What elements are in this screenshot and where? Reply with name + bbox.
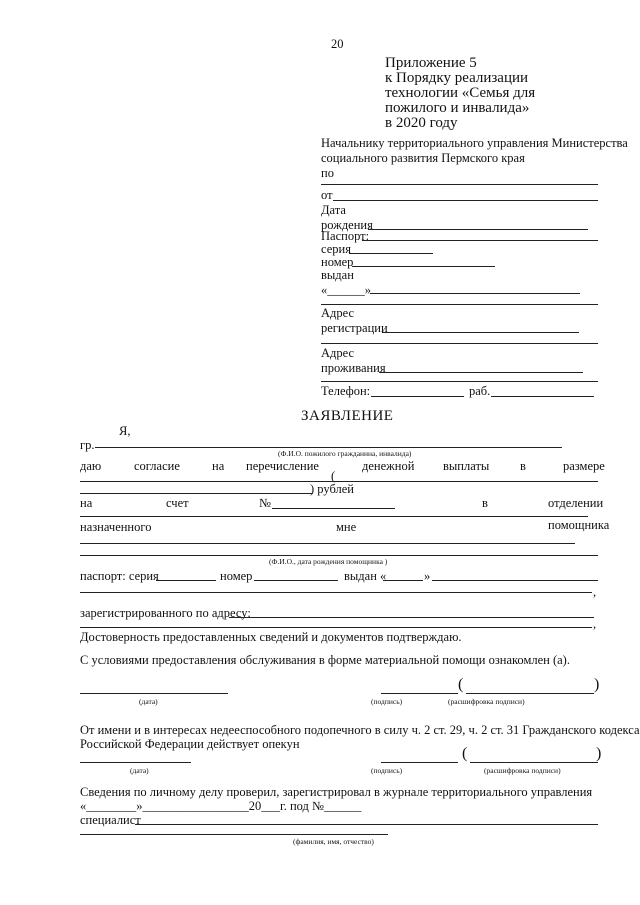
reg-address-label: зарегистрированного по адресу: [80, 606, 251, 620]
birth-date-label-1: Дата [321, 203, 346, 217]
helper-issued-close: » [424, 569, 431, 583]
series-label: серия [321, 242, 351, 256]
row2-word-1: на [80, 496, 93, 510]
sig2-sign-caption: (подпись) [371, 766, 403, 775]
bank-branch-field[interactable] [80, 516, 588, 517]
sig2-open-paren: ( [462, 745, 468, 762]
res-address-label-2: проживания [321, 361, 386, 375]
gr-label: гр. [80, 438, 95, 452]
sig1-sign-field[interactable] [381, 693, 458, 694]
helper-number-field[interactable] [254, 580, 338, 581]
reliability-text: Достоверность предоставленных сведений и документов подтверждаю. [80, 630, 462, 644]
issued-date-field[interactable]: «______» [321, 283, 371, 297]
row2-word-4: в [482, 496, 488, 510]
conditions-text: С условиями предоставления обслуживания в форме материальной помощи ознакомлен (а). [80, 653, 570, 667]
helper-reg-address-field[interactable] [229, 617, 594, 618]
guardian-text-2: Российской Федерации действует опекун [80, 737, 300, 751]
row2-word-2: счет [166, 496, 189, 510]
amount-words-field[interactable] [80, 493, 312, 494]
sig1-open-paren: ( [458, 676, 464, 693]
addressee-po-line [321, 184, 598, 185]
res-address-field-2[interactable] [321, 381, 598, 382]
helper-fio-field-2[interactable] [80, 555, 598, 556]
sig2-date-caption: (дата) [130, 766, 149, 775]
guardian-text-1: От имени и в интересах недееспособного подопечного в силу ч. 2 ст. 29, ч. 2 ст. 31 Гражданского кодекса [80, 723, 640, 737]
res-address-label-1: Адрес [321, 346, 355, 360]
issued-by-field[interactable] [370, 293, 580, 294]
sig2-date-field[interactable] [80, 762, 191, 763]
appendix-heading [385, 56, 535, 131]
work-phone-field[interactable] [491, 396, 594, 397]
row3-word-1: назначенного [80, 520, 152, 534]
sig1-decode-field[interactable] [466, 693, 594, 694]
passport-label: Паспорт: [321, 229, 370, 243]
reg-address-label-2: регистрации [321, 321, 388, 335]
sig2-sign-field[interactable] [381, 762, 458, 763]
sig2-decode-field[interactable] [470, 762, 598, 763]
specialist-fio-field[interactable] [80, 834, 388, 835]
helper-issued-label: выдан « [344, 569, 387, 583]
row3-word-3: помощника [548, 518, 610, 532]
open-paren: ( [331, 469, 336, 483]
helper-passport-label: паспорт: серия [80, 569, 159, 583]
ya-label: Я, [119, 424, 131, 438]
sig1-date-caption: (дата) [139, 697, 158, 706]
check-date-field[interactable]: «________»_________________20___г. под №______ [80, 799, 362, 813]
addressee-ot: от [321, 188, 333, 202]
helper-series-field[interactable] [156, 580, 216, 581]
page-number: 20 [331, 37, 344, 51]
row1-word-3: на [212, 459, 225, 473]
addressee-po: по [321, 166, 334, 180]
row1-word-6: выплаты [443, 459, 490, 473]
birth-date-field[interactable] [368, 229, 588, 230]
helper-number-label: номер [220, 569, 253, 583]
row1-word-2: согласие [134, 459, 180, 473]
row1-word-7: в [520, 459, 526, 473]
specialist-field[interactable] [135, 824, 598, 825]
specialist-fio-caption: (фамилия, имя, отчество) [293, 837, 374, 846]
sig2-decode-caption: (расшифровка подписи) [484, 766, 561, 775]
reg-address-label-1: Адрес [321, 306, 355, 320]
applicant-name-field[interactable] [333, 200, 598, 201]
row2-word-3: № [259, 496, 271, 510]
addressee-line-2: социального развития Пермского края [321, 151, 525, 165]
phone-label: Телефон: [321, 384, 371, 398]
appendix-line-4: пожилого и инвалида» [385, 100, 530, 116]
birth-date-label-2: рождения [321, 218, 373, 232]
applicant-fio-field[interactable] [95, 447, 562, 448]
series-field[interactable] [349, 253, 433, 254]
addressee-line-1: Начальнику территориального управления Министерства [321, 136, 628, 150]
number-label: номер [321, 255, 354, 269]
appendix-line-2: к Порядку реализации [385, 70, 529, 86]
issued-label: выдан [321, 268, 354, 282]
check-text: Сведения по личному делу проверил, зарегистрировал в журнале территориального управления [80, 785, 593, 799]
row1-word-5: денежной [362, 459, 415, 473]
helper-reg-address-field-2[interactable] [80, 627, 592, 628]
row1-word-1: даю [80, 459, 102, 473]
row3-word-2: мне [336, 520, 357, 534]
reg-address-field[interactable] [382, 332, 579, 333]
res-address-field[interactable] [379, 372, 583, 373]
phone-field[interactable] [371, 396, 464, 397]
appendix-line-5: в 2020 году [385, 115, 458, 131]
number-field[interactable] [352, 266, 495, 267]
form-title: ЗАЯВЛЕНИЕ [301, 408, 394, 424]
comma-1: , [593, 585, 597, 599]
helper-issued-by-field[interactable] [432, 580, 598, 581]
issued-by-field-2[interactable] [321, 304, 598, 305]
sig1-sign-caption: (подпись) [371, 697, 403, 706]
work-phone-label: раб. [469, 384, 491, 398]
reg-address-field-2[interactable] [321, 343, 598, 344]
account-number-field[interactable] [272, 508, 395, 509]
comma-2: , [593, 617, 597, 631]
appendix-line-3: технологии «Семья для [385, 85, 536, 101]
helper-issued-by-field-2[interactable] [80, 592, 592, 593]
helper-fio-field[interactable] [80, 543, 575, 544]
rubles-label: ) рублей [310, 482, 354, 496]
sig1-date-field[interactable] [80, 693, 228, 694]
appendix-line-1: Приложение 5 [385, 55, 477, 71]
passport-field[interactable] [362, 240, 598, 241]
sig1-decode-caption: (расшифровка подписи) [448, 697, 525, 706]
specialist-label: специалист [80, 813, 141, 827]
helper-issued-date-field[interactable] [383, 580, 423, 581]
sig1-close-paren: ) [594, 676, 600, 693]
row2-word-5: отделении [548, 496, 604, 510]
row1-word-8: размере [563, 459, 605, 473]
sig2-close-paren: ) [596, 745, 602, 762]
helper-caption: (Ф.И.О., дата рождения помощника ) [269, 557, 388, 566]
row1-word-4: перечисление [246, 459, 319, 473]
fio-caption: (Ф.И.О. пожилого гражданина, инвалида) [278, 449, 412, 458]
